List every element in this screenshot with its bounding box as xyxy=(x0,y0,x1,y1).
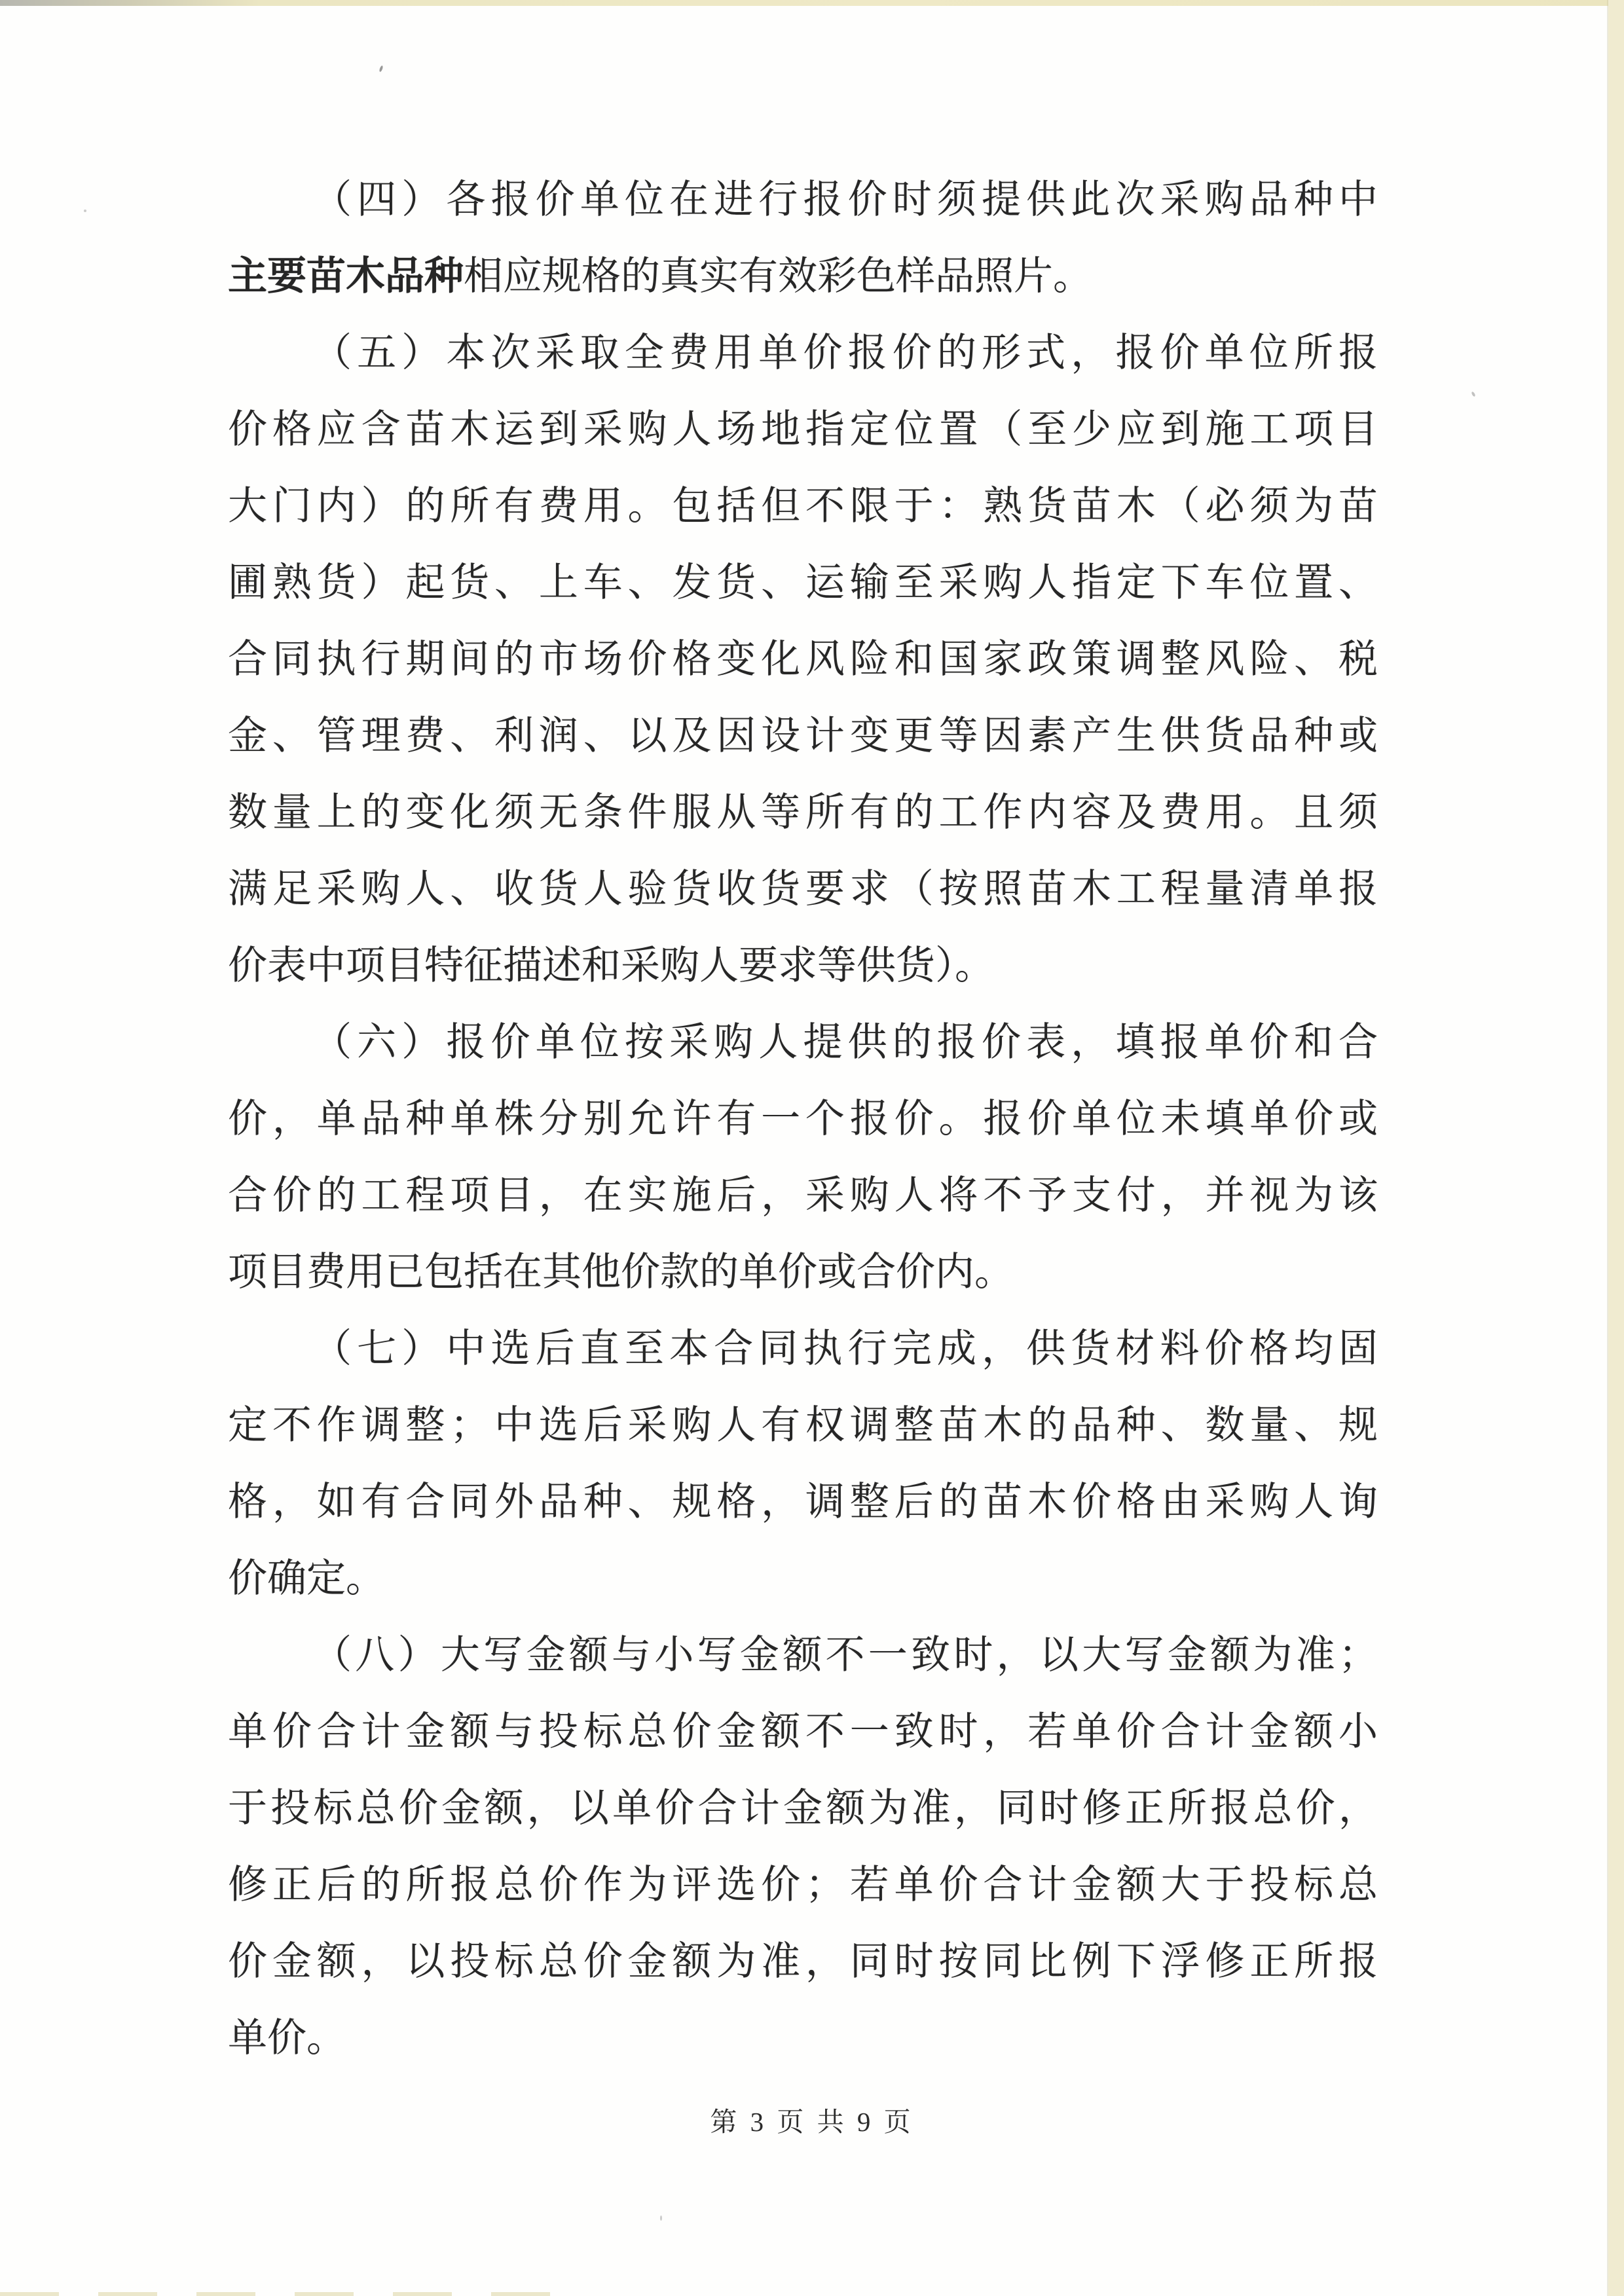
text-line: （六）报价单位按采购人提供的报价表，填报单价和合 xyxy=(312,1021,1378,1064)
scan-speck xyxy=(84,210,86,212)
text-segment: 相应规格的真实有效彩色样品照片。 xyxy=(464,255,1092,298)
text-line: 圃熟货）起货、上车、发货、运输至采购人指定下车位置、 xyxy=(228,561,1378,604)
text-line: （四）各报价单位在进行报价时须提供此次采购品种中 xyxy=(312,178,1378,221)
text-line: 单价合计金额与投标总价金额不一致时，若单价合计金额小 xyxy=(228,1710,1378,1753)
text-line: 修正后的所报总价作为评选价；若单价合计金额大于投标总 xyxy=(228,1863,1378,1906)
text-line: 价金额，以投标总价金额为准，同时按同比例下浮修正所报 xyxy=(228,1940,1378,1983)
scan-speck xyxy=(1471,392,1475,397)
scan-speck xyxy=(378,65,383,73)
scan-edge-top xyxy=(0,0,1624,6)
text-line: 单价。 xyxy=(228,2016,346,2060)
text-line: 大门内）的所有费用。包括但不限于：熟货苗木（必须为苗 xyxy=(228,484,1378,528)
document-body xyxy=(228,162,1378,2077)
text-line: （五）本次采取全费用单价报价的形式，报价单位所报 xyxy=(312,331,1378,374)
text-line xyxy=(228,238,1378,315)
text-line: 满足采购人、收货人验货收货要求（按照苗木工程量清单报 xyxy=(228,867,1378,911)
text-line: 格，如有合同外品种、规格，调整后的苗木价格由采购人询 xyxy=(228,1480,1378,1523)
page-footer: 第 3 页 共 9 页 xyxy=(710,2107,914,2137)
text-line: 合价的工程项目，在实施后，采购人将不予支付，并视为该 xyxy=(228,1174,1378,1217)
text-line: （七）中选后直至本合同执行完成，供货材料价格均固 xyxy=(312,1327,1378,1370)
text-line: 定不作调整；中选后采购人有权调整苗木的品种、数量、规 xyxy=(228,1404,1378,1447)
text-line: 价确定。 xyxy=(228,1557,385,1600)
scan-edge-right xyxy=(1608,0,1624,2296)
text-line: （八）大写金额与小写金额不一致时，以大写金额为准； xyxy=(312,1633,1378,1677)
text-line: 数量上的变化须无条件服从等所有的工作内容及费用。且须 xyxy=(228,791,1378,834)
text-line: 于投标总价金额，以单价合计金额为准，同时修正所报总价， xyxy=(228,1787,1378,1830)
scan-speck xyxy=(660,2215,662,2221)
text-line: 金、管理费、利润、以及因设计变更等因素产生供货品种或 xyxy=(228,714,1378,757)
text-line: 价表中项目特征描述和采购人要求等供货）。 xyxy=(228,944,994,987)
scan-edge-bottom xyxy=(0,2292,563,2296)
emphasized-text: 主要苗木品种 xyxy=(228,255,464,298)
text-line: 价格应含苗木运到采购人场地指定位置（至少应到施工项目 xyxy=(228,408,1378,451)
text-line: 价，单品种单株分别允许有一个报价。报价单位未填单价或 xyxy=(228,1097,1378,1140)
text-line: 合同执行期间的市场价格变化风险和国家政策调整风险、税 xyxy=(228,638,1378,681)
text-line: 项目费用已包括在其他价款的单价或合价内。 xyxy=(228,1250,1014,1294)
